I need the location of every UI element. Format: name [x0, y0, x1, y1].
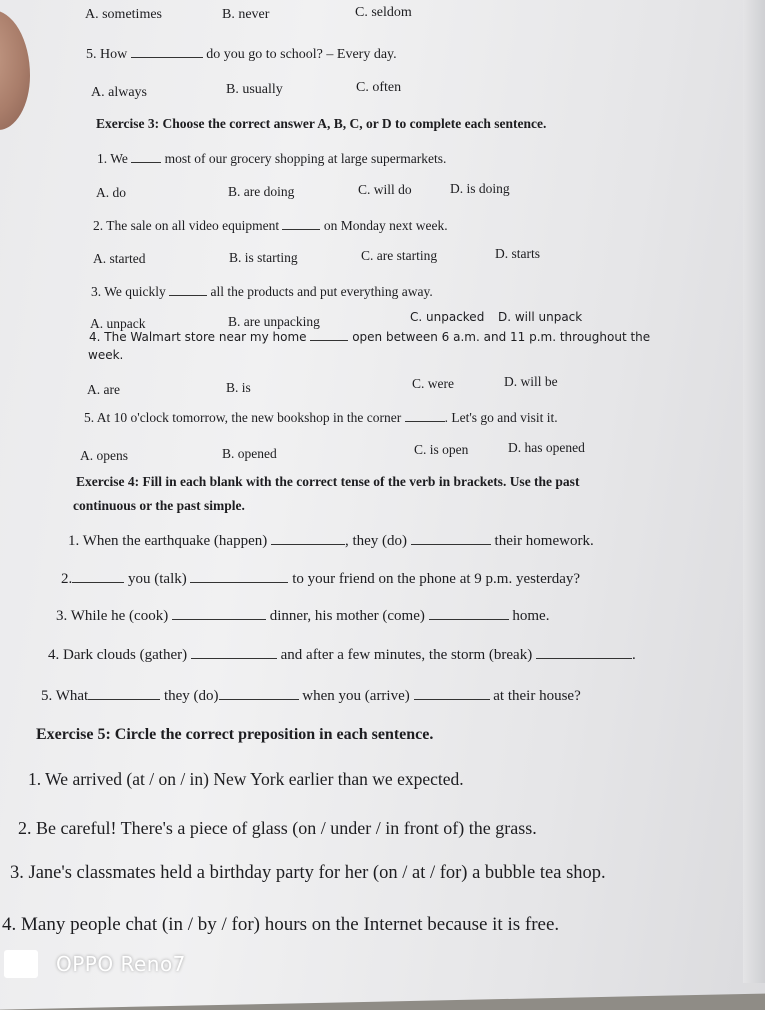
q5-option-b: B. usually — [226, 82, 283, 97]
ex5-sentence-3: 3. Jane's classmates held a birthday party for her (on / at / for) a bubble tea shop. — [10, 863, 606, 883]
ex4-q4-a: 4. Dark clouds (gather) — [48, 647, 188, 663]
camera-watermark — [0, 945, 230, 983]
ex3-q1-c: C. will do — [358, 182, 412, 197]
q4-option-a: A. sometimes — [85, 7, 162, 22]
ex5-sentence-1: 1. We arrived (at / on / in) New York earlier than we expected. — [28, 769, 464, 789]
blank — [310, 340, 348, 341]
blank — [72, 582, 124, 583]
ex3-q1-d: D. is doing — [450, 181, 510, 196]
ex4-heading-1: Exercise 4: Fill in each blank with the correct tense of the verb in brackets. Use the past — [76, 474, 580, 489]
ex3-q5-b: B. opened — [222, 446, 277, 461]
blank — [429, 619, 509, 620]
ex4-q4-c: . — [631, 647, 636, 663]
ex3-heading: Exercise 3: Choose the correct answer A, B, C, or D to complete each sentence. — [96, 116, 547, 131]
ex3-q3-b: B. are unpacking — [228, 314, 320, 329]
ex4-q2-c: to your friend on the phone at 9 p.m. yesterday? — [292, 571, 581, 587]
ex3-q4-a: A. are — [87, 382, 120, 397]
ex4-q3 — [56, 609, 549, 624]
ex4-q1 — [68, 534, 594, 549]
ex3-q4-c: C. were — [412, 376, 454, 391]
ex3-q4-cont: week. — [88, 348, 124, 362]
ex3-q4-d: D. will be — [504, 374, 558, 389]
ex3-q2-d: D. starts — [495, 246, 540, 261]
ex5-sentence-4: 4. Many people chat (in / by / for) hours on the Internet because it is free. — [2, 914, 560, 935]
ex3-q5-c: C. is open — [414, 442, 469, 457]
ex3-q1-b: B. are doing — [228, 184, 295, 199]
ex3-q5 — [84, 411, 558, 425]
q5-option-c: C. often — [356, 80, 402, 95]
blank — [411, 544, 491, 545]
ex4-heading-2: continuous or the past simple. — [73, 498, 245, 513]
ex4-q4 — [48, 648, 636, 663]
ex3-q2-b: B. is starting — [229, 250, 298, 265]
ex3-q1-pre: 1. We — [97, 151, 128, 166]
ex3-q2-pre: 2. The sale on all video equipment — [93, 218, 280, 233]
ex3-q2-c: C. are starting — [361, 248, 438, 263]
ex3-q3 — [91, 285, 433, 299]
ex3-q4-pre: 4. The Walmart store near my home — [89, 330, 307, 344]
ex4-q1-a: 1. When the earthquake (happen) — [68, 533, 268, 549]
ex3-q5-pre: 5. At 10 o'clock tomorrow, the new bookshop in the corner — [84, 410, 402, 425]
blank — [88, 699, 160, 700]
ex3-q3-c: C. unpacked — [410, 310, 485, 324]
ex3-q1-post: most of our grocery shopping at large supermarkets. — [164, 151, 447, 166]
ex3-q4-b: B. is — [226, 380, 251, 395]
ex4-q4-b: and after a few minutes, the storm (break) — [280, 647, 533, 663]
q4-option-b: B. never — [222, 7, 270, 22]
ex3-q2-post: on Monday next week. — [323, 218, 448, 233]
camera-watermark-icon — [4, 950, 38, 978]
ex3-q3-pre: 3. We quickly — [91, 284, 166, 299]
ex5-heading: Exercise 5: Circle the correct preposition in each sentence. — [36, 726, 434, 743]
ex4-q2 — [61, 572, 580, 587]
blank — [271, 544, 345, 545]
blank — [131, 162, 161, 163]
ex3-q2-a: A. started — [93, 251, 146, 266]
q5-option-a: A. always — [91, 85, 147, 100]
ex4-q5-d: at their house? — [493, 688, 581, 704]
ex2-q5-after: do you go to school? – Every day. — [206, 47, 397, 62]
ex3-q4-post: open between 6 a.m. and 11 p.m. throughout the — [352, 330, 651, 344]
ex4-q5-b: they (do) — [163, 688, 219, 704]
blank — [172, 619, 266, 620]
ex3-q3-a: A. unpack — [90, 316, 146, 331]
ex3-q5-a: A. opens — [80, 448, 128, 463]
ex4-q1-b: , they (do) — [344, 533, 408, 549]
blank — [282, 229, 320, 230]
blank — [405, 421, 445, 422]
q4-option-c: C. seldom — [355, 5, 412, 20]
ex4-q5 — [41, 689, 581, 704]
ex3-q2 — [93, 219, 448, 233]
blank — [219, 699, 299, 700]
blank — [536, 658, 632, 659]
blank — [131, 57, 203, 58]
page-edge — [743, 0, 765, 983]
ex4-q3-a: 3. While he (cook) — [56, 608, 169, 624]
blank — [169, 295, 207, 296]
ex4-q2-b: you (talk) — [128, 571, 187, 587]
ex3-q1-a: A. do — [96, 185, 126, 200]
blank — [191, 658, 277, 659]
ex3-q3-d: D. will unpack — [498, 310, 583, 324]
ex4-q2-a: 2. — [61, 571, 73, 587]
ex5-sentence-2: 2. Be careful! There's a piece of glass (on / under / in front of) the grass. — [18, 818, 537, 838]
blank — [190, 582, 288, 583]
ex3-q1 — [97, 152, 446, 166]
ex2-q5 — [86, 48, 397, 62]
ex2-q5-num: 5. How — [86, 47, 128, 62]
ex4-q5-a: 5. What — [41, 688, 89, 704]
ex3-q3-post: all the products and put everything away. — [210, 284, 433, 299]
ex3-q5-post: . Let's go and visit it. — [444, 410, 558, 425]
ex4-q1-c: their homework. — [494, 533, 594, 549]
ex4-q3-b: dinner, his mother (come) — [269, 608, 425, 624]
ex4-q5-c: when you (arrive) — [302, 688, 410, 704]
ex3-q4 — [89, 331, 650, 343]
blank — [414, 699, 490, 700]
ex4-q3-c: home. — [512, 608, 550, 624]
ex3-q5-d: D. has opened — [508, 440, 585, 455]
camera-watermark-text: OPPO Reno7 — [56, 952, 186, 976]
